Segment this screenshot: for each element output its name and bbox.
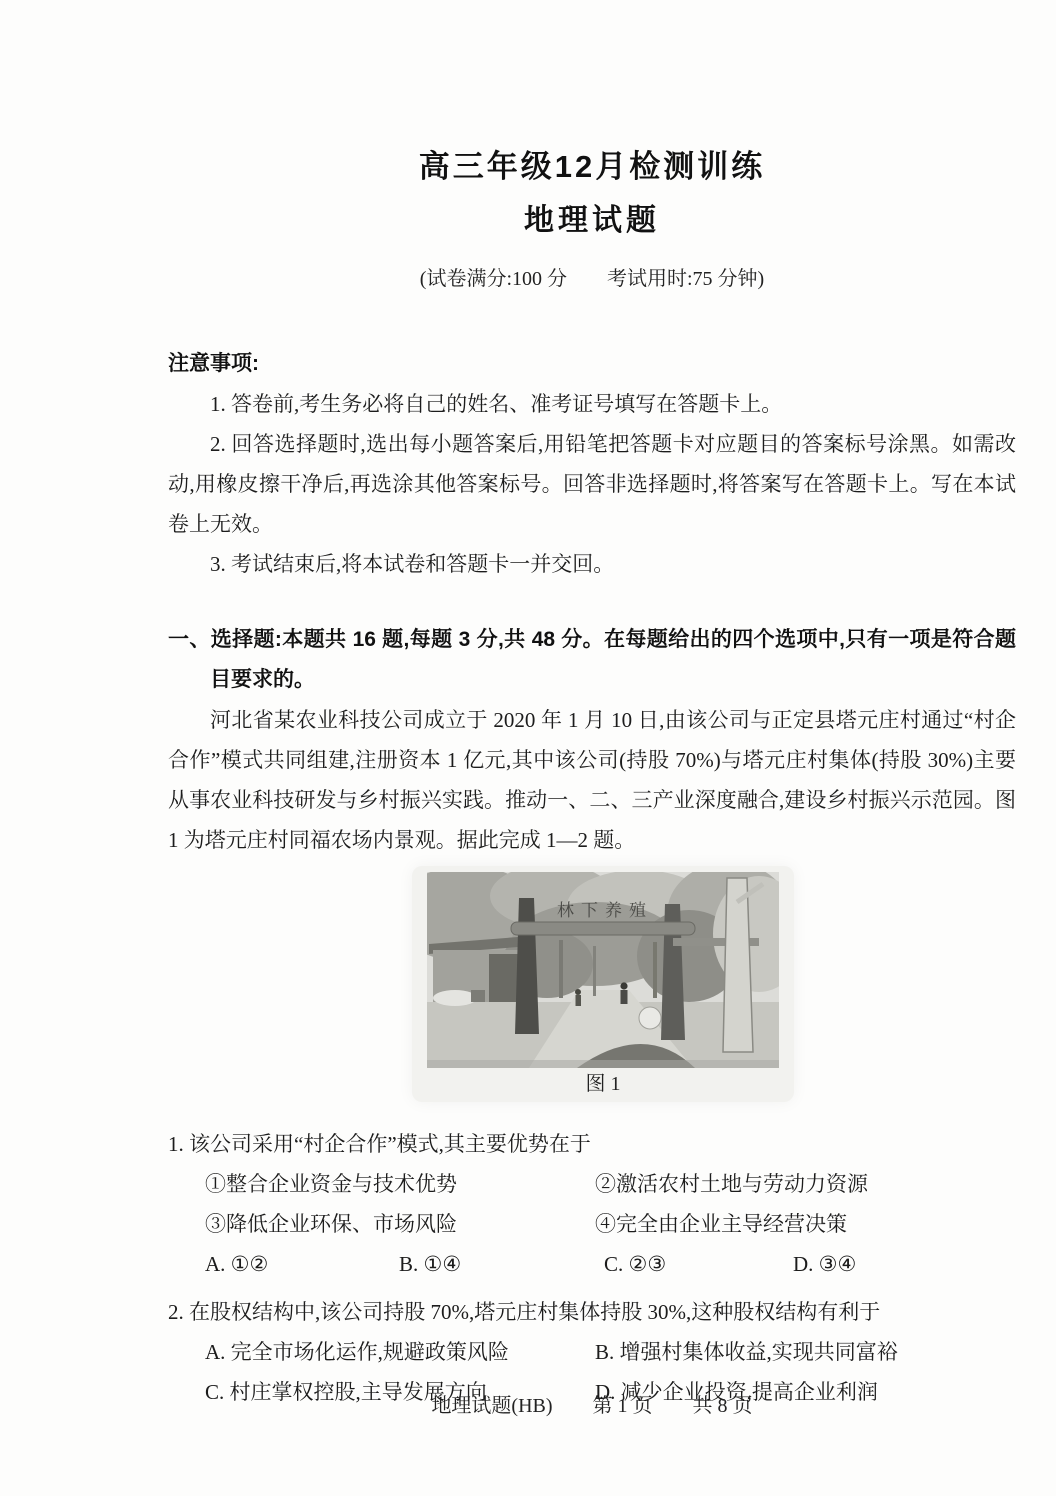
q1-choice-d: D. ③④ — [793, 1252, 857, 1276]
q2-choice-d: D. 减少企业投资,提高企业利润 — [595, 1380, 878, 1404]
question-1-stem: 1. 该公司采用“村企合作”模式,其主要优势在于 — [168, 1132, 591, 1156]
question-1-choices — [168, 1244, 1016, 1284]
notices-heading: 注意事项: — [168, 352, 259, 375]
reading-passage: 河北省某农业科技公司成立于 2020 年 1 月 10 日,由该公司与正定县塔元庄村通过“村企合作”模式共同组建,注册资本 1 亿元,其中该公司(持股 70%)与塔元庄村集体(持股 30%)主要从事农业科技研发与乡村振兴实践。推动一、二、三产业深度融合,建设乡村振兴示范园。图 1 为塔元庄村同福农场内景观。据此完成 1—2 题。 — [168, 708, 1016, 852]
notice-item-1: 1. 答卷前,考生务必将自己的姓名、准考证号填写在答题卡上。 — [210, 392, 783, 416]
question-1-suboptions-row-2 — [168, 1204, 1016, 1244]
page-footer: 地理试题(HB) 第 1 页 共 8 页 — [431, 1395, 753, 1417]
question-2-stem: 2. 在股权结构中,该公司持股 70%,塔元庄村集体持股 30%,这种股权结构有利于 — [168, 1300, 881, 1324]
notice-item-3: 3. 考试结束后,将本试卷和答题卡一并交回。 — [210, 552, 615, 576]
q1-suboption-2: ②激活农村土地与劳动力资源 — [595, 1172, 868, 1196]
q2-choice-a: A. 完全市场化运作,规避政策风险 — [205, 1340, 509, 1364]
question-1-suboptions-row-1 — [168, 1164, 1016, 1204]
q1-suboption-3: ③降低企业环保、市场风险 — [205, 1212, 457, 1236]
page-subtitle: 地理试题 — [524, 204, 660, 237]
q1-choice-c: C. ②③ — [604, 1252, 667, 1276]
photo-gate-beam — [511, 922, 695, 935]
photo-gate-sign-text: 林下养殖 — [557, 901, 653, 920]
q1-choice-b: B. ①④ — [399, 1252, 462, 1276]
figure-1-block — [412, 866, 794, 1102]
page-title: 高三年级12月检测训练 — [418, 149, 766, 184]
exam-info: (试卷满分:100 分 考试用时:75 分钟) — [419, 268, 765, 290]
q1-suboption-4: ④完全由企业主导经营决策 — [595, 1212, 847, 1236]
section-heading: 一、选择题:本题共 16 题,每题 3 分,共 48 分。在每题给出的四个选项中,只有一项是符合题目要求的。 — [168, 628, 1016, 691]
photo-sphere — [639, 1007, 661, 1029]
q1-suboption-1: ①整合企业资金与技术优势 — [205, 1172, 457, 1196]
figure-1-caption: 图 1 — [585, 1073, 621, 1095]
notice-item-2: 2. 回答选择题时,选出每小题答案后,用铅笔把答题卡对应题目的答案标号涂黑。如需改动,用橡皮擦干净后,再选涂其他答案标号。回答非选择题时,将答案写在答题卡上。写在本试卷上无效。 — [168, 432, 1016, 536]
page-content — [168, 0, 1016, 1412]
q2-choice-c: C. 村庄掌权控股,主导发展方向 — [205, 1380, 487, 1404]
q1-choice-a: A. ①② — [205, 1252, 269, 1276]
question-2-choices-row-1 — [168, 1332, 1016, 1372]
photo-person-1 — [620, 982, 627, 1004]
q2-choice-b: B. 增强村集体收益,实现共同富裕 — [595, 1340, 898, 1364]
farm-entrance-photo — [427, 872, 779, 1068]
photo-person-2 — [575, 989, 581, 1006]
photo-large-tree — [723, 878, 753, 1052]
